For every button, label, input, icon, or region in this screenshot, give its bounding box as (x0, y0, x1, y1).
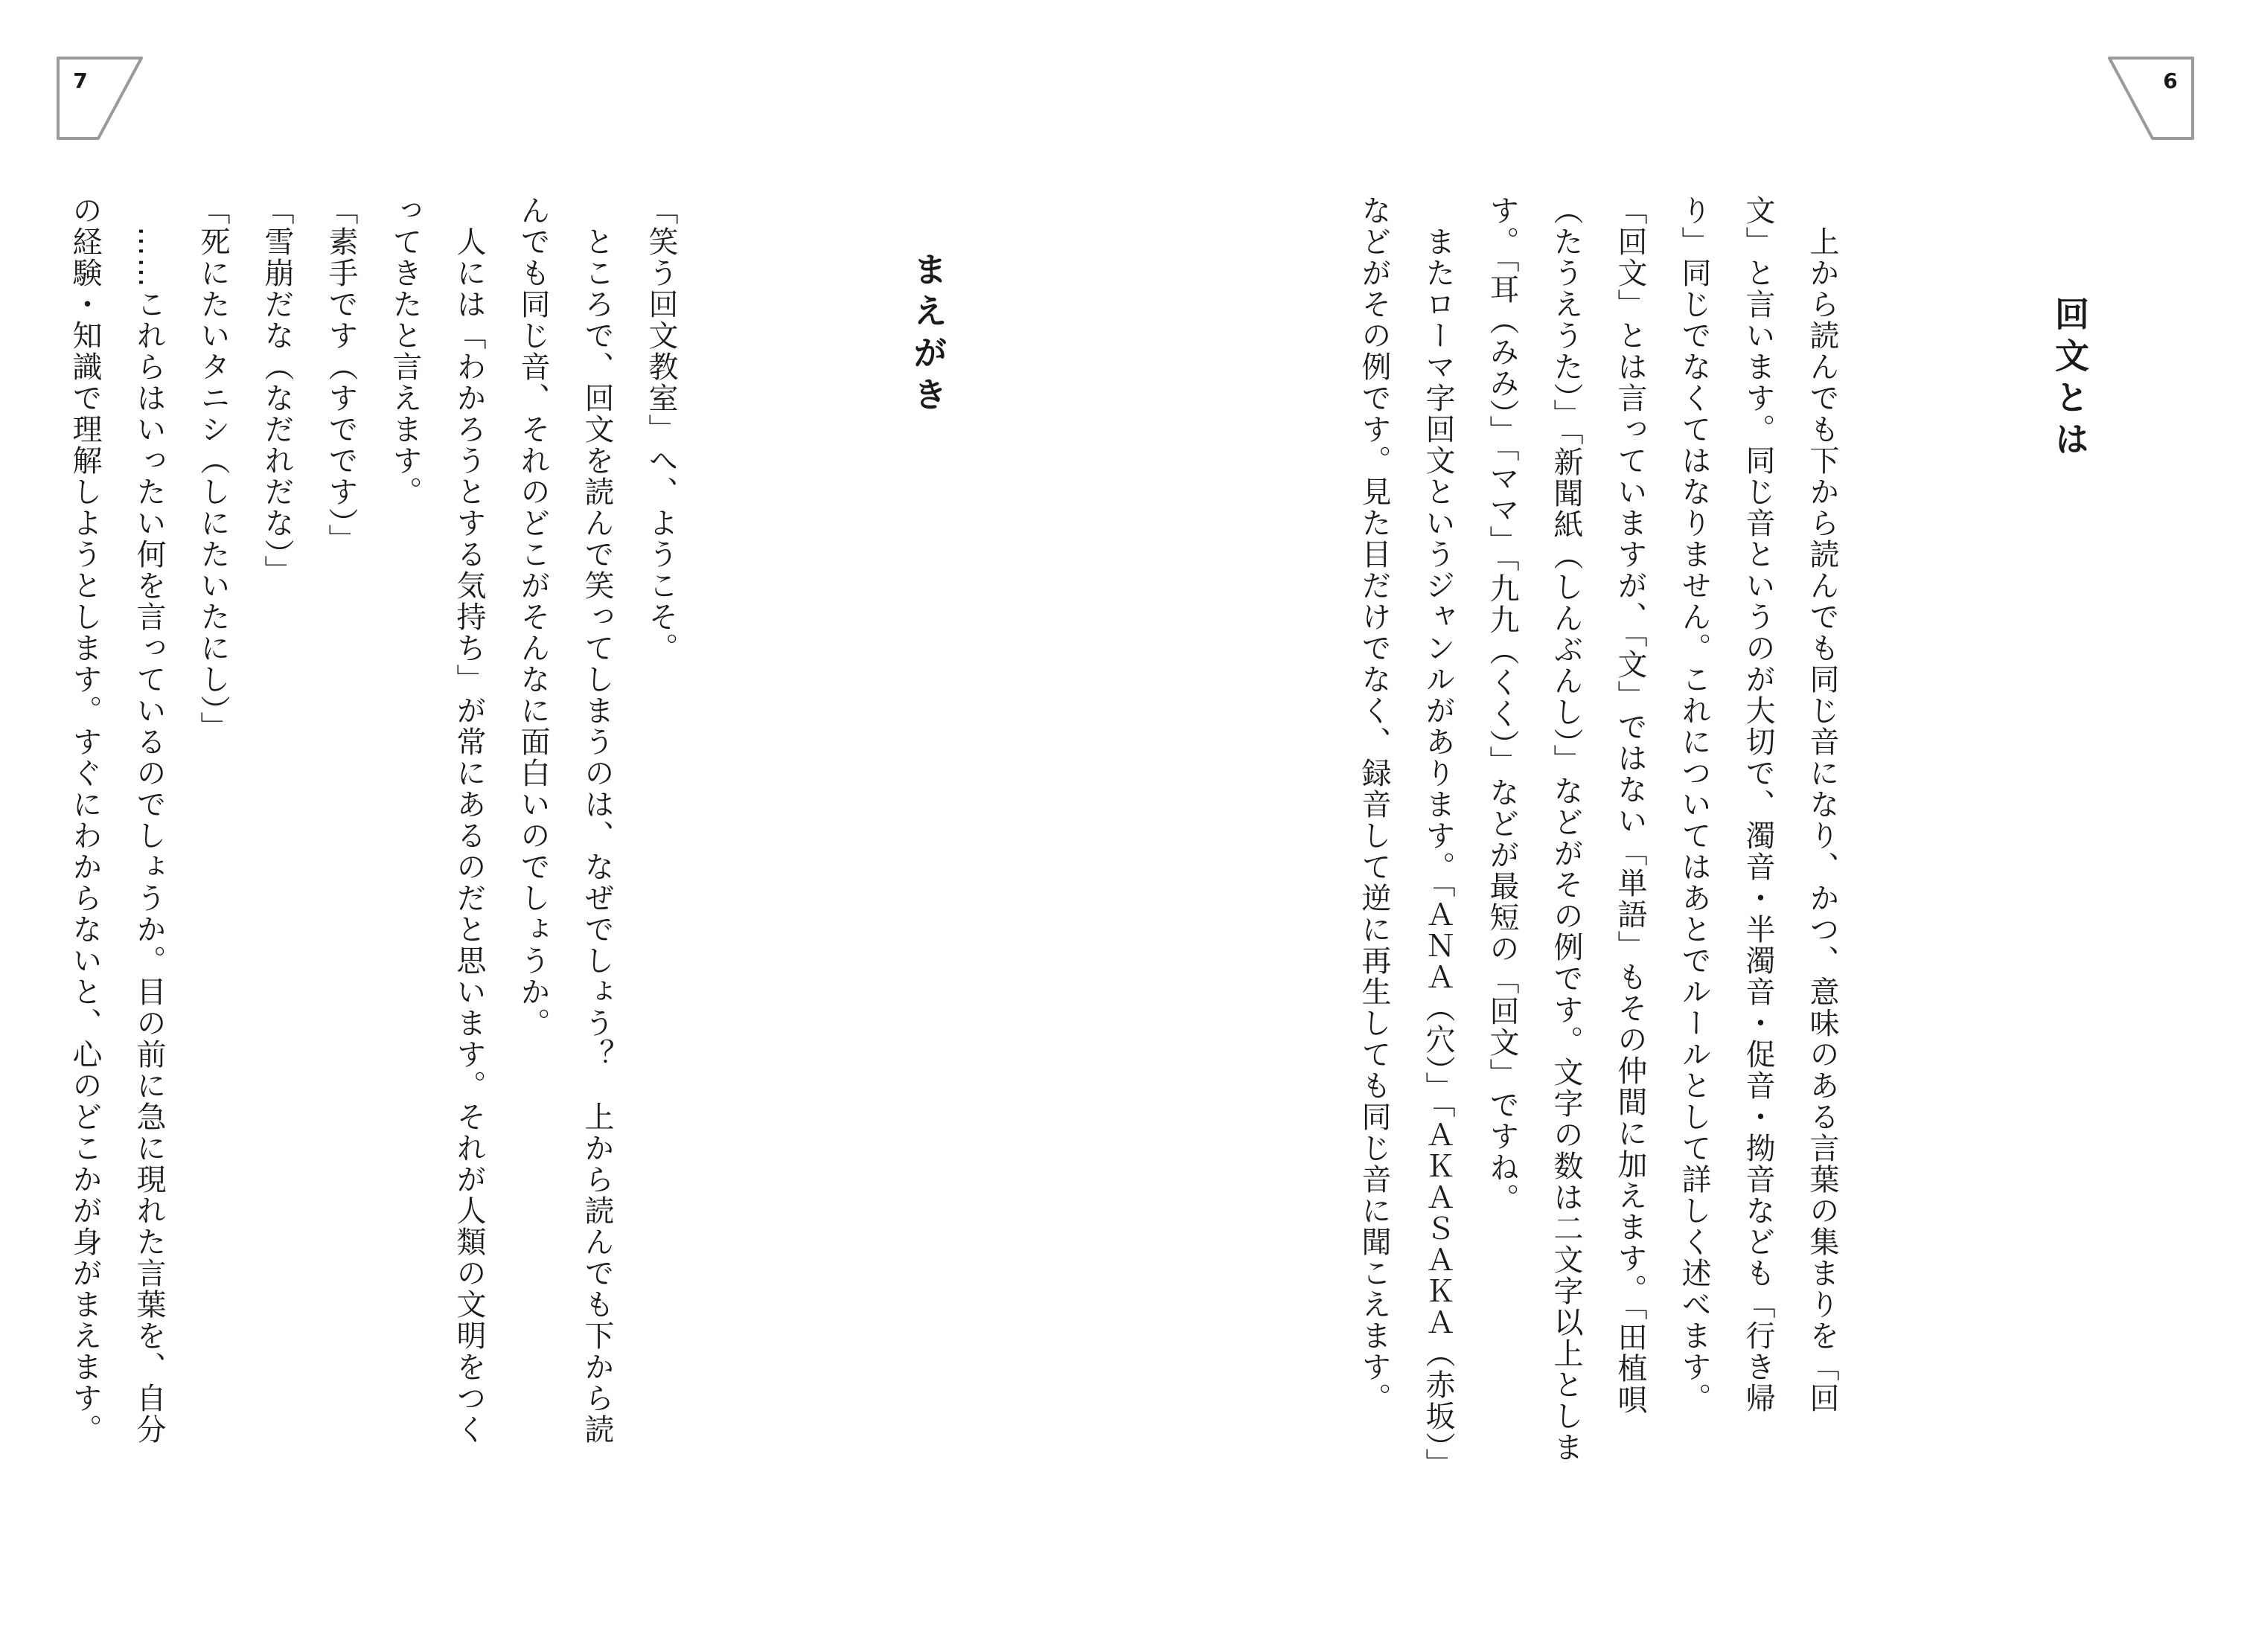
right-page-tab-shape (2105, 52, 2197, 144)
right-page-number: 6 (2163, 68, 2178, 93)
left-page-tab-shape (54, 52, 146, 144)
right-body-line-2: 文」と言います。同じ音というのが大切で、濁音・半濁音・促音・拗音なども「行き帰 (1741, 195, 1775, 1414)
right-body-line-4: 「回文」とは言っていますが、「文」ではない「単語」もその仲間に加えます。「田植唄 (1613, 195, 1647, 1415)
left-body-line-1: 「笑う回文教室」へ、ようこそ。 (644, 195, 678, 664)
left-body-line-8: 「死にたいタニシ（しにたいたにし）」 (196, 195, 230, 743)
left-page-number: 7 (73, 68, 88, 93)
right-body-line-3: り」同じでなくてはなりません。これについてはあとでルールとして詳しく述べます。 (1677, 195, 1711, 1414)
left-body-line-10: の経験・知識で理解しようとします。すぐにわからないと、心のどこかが身がまえます。 (68, 195, 102, 1445)
right-body-line-6: す。「耳（みみ）」「ママ」「九九（くく）」などが最短の「回文」ですね。 (1485, 195, 1519, 1214)
left-page-heading: まえがき (908, 252, 948, 418)
left-body-line-6: 「素手です（すでです）」 (324, 195, 358, 555)
right-body-line-8: などがその例です。見た目だけでなく、録音して逆に再生しても同じ音に聞こえます。 (1357, 195, 1391, 1414)
left-body-line-2: ところで、回文を読んで笑ってしまうのは、なぜでしょう？ 上から読んでも下から読 (580, 195, 614, 1445)
right-page-tab (2105, 52, 2197, 144)
left-body-line-4: 人には「わかろうとする気持ち」が常にあるのだと思います。それが人類の文明をつく (452, 195, 486, 1445)
left-body-line-7: 「雪崩だな（なだれだな）」 (260, 195, 294, 586)
right-body-line-1: 上から読んでも下から読んでも同じ音になり、かつ、意味のある言葉の集まりを「回 (1805, 195, 1839, 1414)
right-body-line-7: またローマ字回文というジャンルがあります。「ＡＮＡ（穴）」「ＡＫＡＳＡＫＡ（赤坂）」 (1421, 195, 1455, 1479)
left-body-line-9: ……これらはいったい何を言っているのでしょうか。目の前に急に現れた言葉を、自分 (132, 195, 166, 1445)
right-page-heading: 回文とは (2050, 296, 2090, 463)
left-body-line-5: ってきたと言えます。 (388, 195, 422, 508)
left-page-tab (54, 52, 146, 144)
right-body-line-5: （たうえうた）」「新聞紙（しんぶんし）」などがその例です。文字の数は二文字以上としま (1549, 195, 1583, 1463)
left-body-line-3: んでも同じ音、それのどこがそんなに面白いのでしょうか。 (516, 195, 550, 1039)
